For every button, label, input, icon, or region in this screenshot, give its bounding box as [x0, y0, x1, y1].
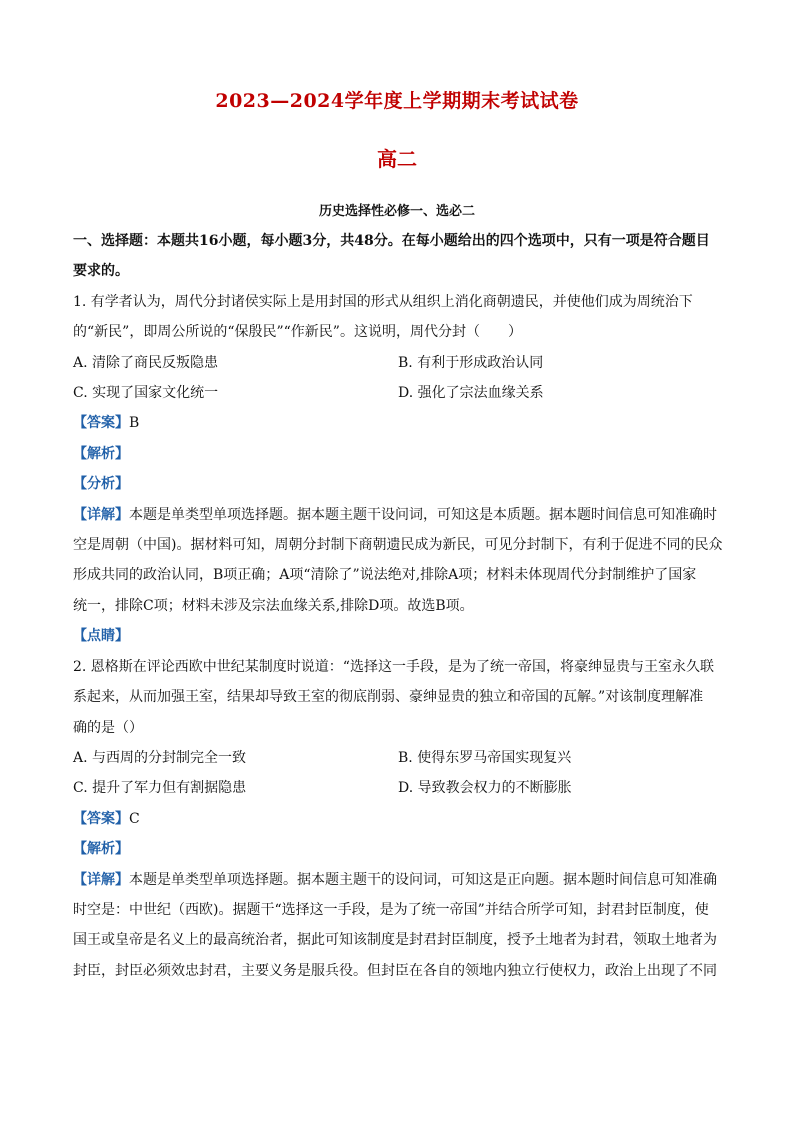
- section-instruction-cont: 要求的。: [73, 263, 129, 280]
- q1-answer-value: B: [129, 415, 140, 432]
- q2-stem-cont: 系起来，从而加强王室，结果却导致王室的彻底削弱、豪绅显贵的独立和帝国的瓦解。”对该制度理解准: [73, 689, 704, 706]
- q2-options-row1: [73, 743, 723, 773]
- q1-stem-cont: 的“新民”，即周公所说的“保殷民”“作新民”。这说明，周代分封（ ）: [73, 324, 522, 341]
- q1-stem: 1. 有学者认为，周代分封诸侯实际上是用封国的形式从组织上消化商朝遗民，并使他们成为周统治下: [73, 293, 693, 310]
- q1-option-b: B. 有利于形成政治认同: [398, 354, 544, 371]
- q2-detail-text: 本题是单类型单项选择题。据本题主题干的设问词，可知这是正向题。据本题时间信息可知准确: [129, 871, 717, 888]
- q2-option-a: A. 与西周的分封制完全一致: [73, 749, 247, 766]
- detail-tag: 【详解】: [73, 871, 129, 888]
- q1-detail: [73, 500, 723, 530]
- q1-analysis-tag: 【解析】: [73, 445, 129, 462]
- q2-detail-line3: 国王或皇帝是名义上的最高统治者，据此可知该制度是封君封臣制度，授予土地者为封君，领取土地者为: [73, 932, 717, 949]
- q2-analysis-tag: 【解析】: [73, 841, 129, 858]
- q1-options-row1: [73, 348, 723, 378]
- q2-detail-line4: 封臣，封臣必须效忠封君，主要义务是服兵役。但封臣在各自的领地内独立行使权力，政治上出现了不同: [73, 962, 717, 979]
- q2-stem-cont2: 确的是（）: [73, 719, 143, 736]
- section-instruction: 一、选择题：本题共16小题，每小题3分，共48分。在每小题给出的四个选项中，只有一项是符合题目: [73, 233, 710, 249]
- answer-tag: 【答案】: [73, 810, 129, 827]
- q1-detail-line3: 形成共同的政治认同，B项正确；A项“清除了”说法绝对,排除A项；材料未体现周代分封制维护了国家: [73, 567, 697, 584]
- q1-option-d: D. 强化了宗法血缘关系: [398, 385, 544, 402]
- q2-options-row2: [73, 773, 723, 803]
- q2-option-c: C. 提升了军力但有割据隐患: [73, 780, 247, 797]
- q1-detail-line2: 空是周朝（中国)。据材料可知，周朝分封制下商朝遗民成为新民，可见分封制下，有利于促进不同的民众: [73, 537, 723, 554]
- q2-detail-line2: 时空是：中世纪（西欧)。据题干“选择这一手段，是为了统一帝国”并结合所学可知，封君封臣制度，使: [73, 901, 709, 918]
- q1-options-row2: [73, 378, 723, 408]
- q1-dianjing-tag: 【点睛】: [73, 628, 129, 645]
- detail-tag: 【详解】: [73, 506, 129, 523]
- q2-answer: [73, 804, 723, 834]
- q2-option-b: B. 使得东罗马帝国实现复兴: [398, 749, 572, 766]
- q1-option-a: A. 清除了商民反叛隐患: [73, 354, 219, 371]
- subject-title: 历史选择性必修一、选必二: [318, 204, 475, 219]
- answer-tag: 【答案】: [73, 415, 129, 432]
- q2-answer-value: C: [129, 810, 140, 827]
- q1-detail-text: 本题是单类型单项选择题。据本题主题干设问词，可知这是本质题。据本题时间信息可知准确时: [129, 506, 717, 523]
- q1-detail-line4: 统一，排除C项；材料未涉及宗法血缘关系,排除D项。故选B项。: [73, 597, 474, 614]
- q2-stem: 2. 恩格斯在评论西欧中世纪某制度时说道：“选择这一手段，是为了统一帝国，将豪绅显贵与王室永久联: [73, 658, 714, 675]
- exam-body: [73, 226, 723, 986]
- q1-option-c: C. 实现了国家文化统一: [73, 385, 219, 402]
- q2-option-d: D. 导致教会权力的不断膨胀: [398, 780, 572, 797]
- q2-detail: [73, 865, 723, 895]
- grade-title: 高二: [377, 147, 417, 171]
- exam-title: 2023—2024学年度上学期期末考试试卷: [215, 90, 579, 112]
- q1-answer: [73, 408, 723, 438]
- q1-fenxi-tag: 【分析】: [73, 476, 129, 493]
